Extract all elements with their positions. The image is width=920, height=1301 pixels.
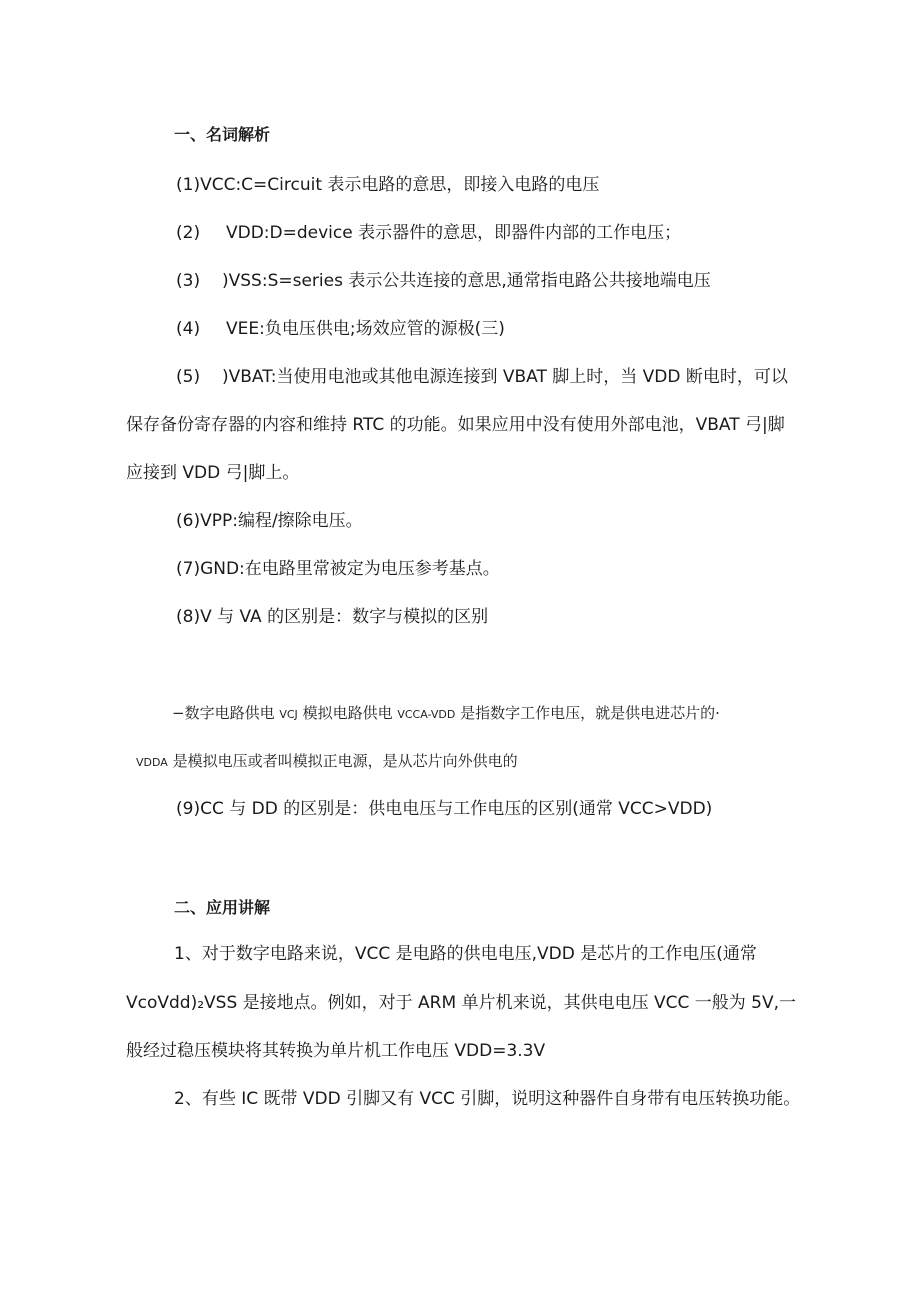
note-text: −数字电路供电 bbox=[172, 704, 280, 722]
note-text: VCCA-VDD bbox=[397, 708, 456, 721]
term-vcc: (1)VCC:C=Circuit 表示电路的意思，即接入电路的电压 bbox=[176, 175, 600, 195]
note-line bbox=[136, 750, 518, 774]
note-line bbox=[172, 702, 720, 726]
term-number: (5) bbox=[176, 367, 201, 387]
term-vbat-continued: 应接到 VDD 弓|脚上。 bbox=[126, 463, 300, 483]
note-text: 是指数字工作电压，就是供电进芯片的· bbox=[455, 704, 720, 722]
term-number: (3) bbox=[176, 271, 201, 291]
term-gnd: (7)GND:在电路里常被定为电压参考基点。 bbox=[176, 559, 500, 579]
paragraph-1-continued: 般经过稳压模块将其转换为单片机工作电压 VDD=3.3V bbox=[126, 1041, 546, 1061]
note-text: 模拟电路供电 bbox=[297, 704, 398, 722]
term-vee bbox=[176, 318, 505, 340]
term-number: (2) bbox=[176, 223, 201, 243]
term-vbat-continued: 保存备份寄存器的内容和维持 RTC 的功能。如果应用中没有使用外部电池，VBAT 弓|脚 bbox=[126, 415, 785, 435]
term-vbat bbox=[176, 366, 788, 388]
term-text: )VSS:S=series 表示公共连接的意思,通常指电路公共接地端电压 bbox=[222, 271, 711, 291]
note-text: 是模拟电压或者叫模拟正电源，是从芯片向外供电的 bbox=[167, 752, 518, 770]
term-text: )VBAT:当使用电池或其他电源连接到 VBAT 脚上时，当 VDD 断电时，可以 bbox=[222, 367, 788, 387]
term-vss bbox=[176, 270, 711, 292]
term-vpp: (6)VPP:编程/擦除电压。 bbox=[176, 511, 363, 531]
note-text: VCJ bbox=[279, 708, 298, 721]
term-text: VDD:D=device 表示器件的意思，即器件内部的工作电压； bbox=[226, 223, 682, 243]
section-heading-terms: 一、名词解析 bbox=[174, 125, 271, 144]
term-number: (4) bbox=[176, 319, 201, 339]
term-v-va: (8)V 与 VA 的区别是：数字与模拟的区别 bbox=[176, 607, 489, 627]
term-text: VEE:负电压供电;场效应管的源极(三) bbox=[226, 319, 505, 339]
note-text: VDDA bbox=[136, 756, 168, 769]
paragraph-2: 2、有些 IC 既带 VDD 引脚又有 VCC 引脚，说明这种器件自身带有电压转换功能。 bbox=[174, 1089, 801, 1109]
term-vdd bbox=[176, 222, 681, 244]
paragraph-1-continued: VcoVdd)₂VSS 是接地点。例如，对于 ARM 单片机来说，其供电电压 VCC 一般为 5V,一 bbox=[126, 993, 796, 1013]
paragraph-1: 1、对于数字电路来说，VCC 是电路的供电电压,VDD 是芯片的工作电压(通常 bbox=[174, 944, 757, 964]
section-heading-application: 二、应用讲解 bbox=[174, 898, 271, 917]
term-cc-dd: (9)CC 与 DD 的区别是：供电电压与工作电压的区别(通常 VCC>VDD) bbox=[176, 799, 713, 819]
